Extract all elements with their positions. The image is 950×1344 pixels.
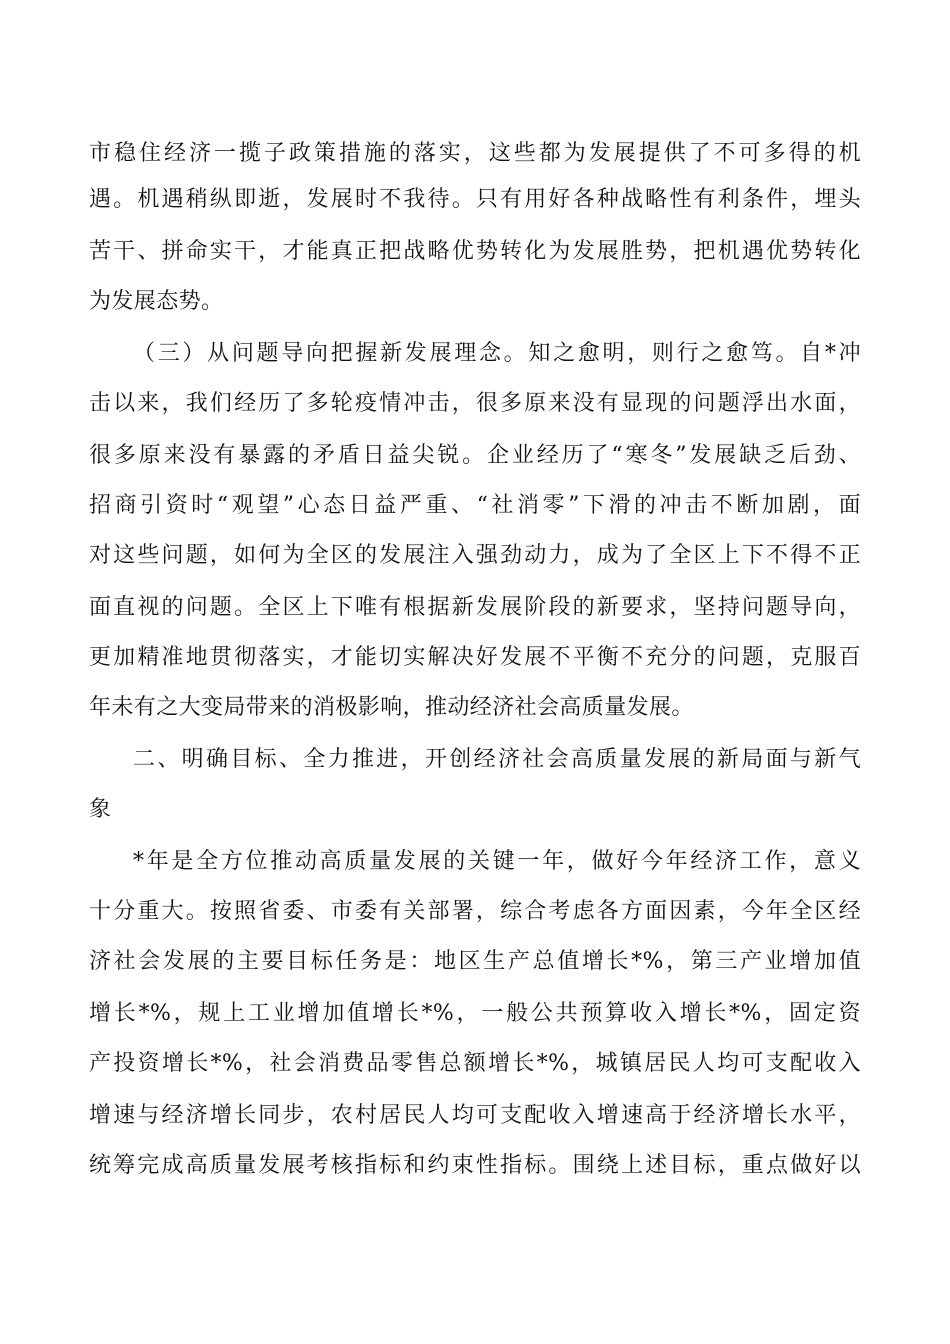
body-text-line: 市稳住经济一揽子政策措施的落实，这些都为发展提供了不可多得的机: [89, 141, 861, 166]
body-text-line: 增速与经济增长同步，农村居民人均可支配收入增速高于经济增长水平，: [89, 1103, 861, 1128]
body-text-line: 击以来，我们经历了多轮疫情冲击，很多原来没有显现的问题浮出水面，: [89, 391, 861, 416]
body-text-line: 更加精准地贯彻落实，才能切实解决好发展不平衡不充分的问题，克服百: [89, 645, 861, 670]
body-text-line: 遇。机遇稍纵即逝，发展时不我待。只有用好各种战略性有利条件，埋头: [89, 187, 861, 212]
section-heading-goals-continued: 象: [89, 797, 112, 822]
section-heading-goals: 二、明确目标、全力推进，开创经济社会高质量发展的新局面与新气: [133, 747, 861, 772]
body-text-line: 苦干、拼命实干，才能真正把战略优势转化为发展胜势，把机遇优势转化: [89, 239, 861, 264]
body-text-line: 招商引资时“观望”心态日益严重、“社消零”下滑的冲击不断加剧，面: [89, 493, 861, 518]
body-text-line: 年未有之大变局带来的消极影响，推动经济社会高质量发展。: [89, 695, 694, 720]
body-text-line: *年是全方位推动高质量发展的关键一年，做好今年经济工作，意义: [133, 849, 861, 874]
body-text-line: 对这些问题，如何为全区的发展注入强劲动力，成为了全区上下不得不正: [89, 543, 861, 568]
section-heading-problem-oriented: （三）从问题导向把握新发展理念。知之愈明，则行之愈笃。自*冲: [133, 341, 861, 366]
body-text-line: 产投资增长*%，社会消费品零售总额增长*%，城镇居民人均可支配收入: [89, 1051, 861, 1076]
body-text-line: 面直视的问题。全区上下唯有根据新发展阶段的新要求，坚持问题导向，: [89, 595, 861, 620]
body-text-line: 增长*%，规上工业增加值增长*%，一般公共预算收入增长*%，固定资: [89, 1001, 861, 1026]
body-text-line: 济社会发展的主要目标任务是：地区生产总值增长*%，第三产业增加值: [89, 949, 861, 974]
body-text-line: 统筹完成高质量发展考核指标和约束性指标。围绕上述目标，重点做好以: [89, 1153, 861, 1178]
body-text-line: 十分重大。按照省委、市委有关部署，综合考虑各方面因素，今年全区经: [89, 899, 861, 924]
body-text-line: 为发展态势。: [89, 289, 224, 314]
body-text-line: 很多原来没有暴露的矛盾日益尖锐。企业经历了“寒冬”发展缺乏后劲、: [89, 443, 861, 468]
